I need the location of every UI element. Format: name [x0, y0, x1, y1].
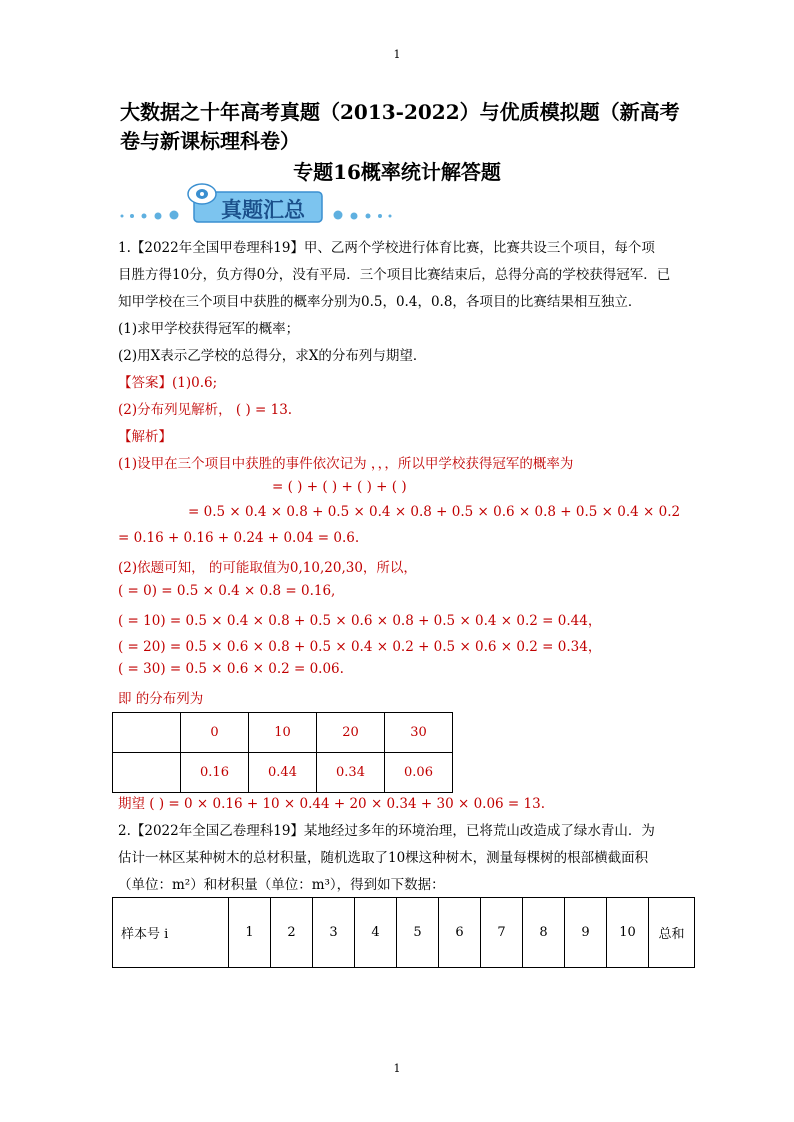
analysis1: (1)设甲在三个项目中获胜的事件依次记为 ，，，所以甲学校获得冠军的概率为: [118, 456, 574, 472]
table-cell: 样本号 i: [113, 898, 229, 968]
table-cell: 30: [385, 713, 453, 753]
table-cell: 0: [181, 713, 249, 753]
table-cell: 20: [317, 713, 385, 753]
equation-2: = 0.5 × 0.4 × 0.8 + 0.5 × 0.4 × 0.8 + 0.5 × 0.6 × 0.8 + 0.5 × 0.4 × 0.2: [188, 504, 681, 520]
table-cell: 0.44: [249, 753, 317, 793]
table-row: [113, 713, 453, 753]
q2-line2: 估计一林区某种树木的总材积量，随机选取了10棵这种树木，测量每棵树的根部横截面积: [118, 850, 649, 866]
sample-table: [112, 897, 695, 968]
table-cell: 2: [271, 898, 313, 968]
table-cell: 3: [313, 898, 355, 968]
table-cell: 10: [249, 713, 317, 753]
table-cell: 总和: [649, 898, 695, 968]
answer-line1: [118, 371, 217, 391]
page-title: 大数据之十年高考真题（2013-2022）与优质模拟题（新高考卷与新课标理科卷）: [120, 100, 680, 153]
q2-line3: （单位：m²）和材积量（单位：m³），得到如下数据：: [118, 877, 445, 893]
equation-1: = ( ) + ( ) + ( ) + ( ): [272, 479, 407, 495]
q1-line3: 知甲学校在三个项目中获胜的概率分别为0.5，0.4，0.8，各项目的比赛结果相互独立．: [118, 294, 642, 310]
page-number-bottom: 1: [393, 1062, 401, 1075]
dist-intro: 即 的分布列为: [118, 691, 204, 707]
table-cell: 1: [229, 898, 271, 968]
answer-label: 【答案】: [118, 375, 172, 391]
table-cell: [113, 713, 181, 753]
distribution-table: [112, 712, 453, 793]
banner-text: 真题汇总: [221, 198, 305, 222]
prob-x20: ( = 20) = 0.5 × 0.6 × 0.8 + 0.5 × 0.4 × 0.2 + 0.5 × 0.6 × 0.2 = 0.34，: [118, 639, 602, 655]
analysis-label: 【解析】: [118, 429, 172, 445]
table-row: [113, 898, 695, 968]
table-cell: 10: [607, 898, 649, 968]
table-cell: 0.34: [317, 753, 385, 793]
table-cell: 8: [523, 898, 565, 968]
q1-part1: (1)求甲学校获得冠军的概率；: [118, 321, 300, 337]
table-row: [113, 753, 453, 793]
table-cell: 0.16: [181, 753, 249, 793]
table-cell: 6: [439, 898, 481, 968]
q1-part2: (2)用X表示乙学校的总得分，求X的分布列与期望．: [118, 348, 427, 364]
page-subtitle: 专题16概率统计解答题: [293, 160, 501, 184]
prob-x30: ( = 30) = 0.5 × 0.6 × 0.2 = 0.06.: [118, 661, 344, 677]
q2-line1: 2.【2022年全国乙卷理科19】某地经过多年的环境治理，已将荒山改造成了绿水青山．为: [118, 823, 655, 839]
analysis2: (2)依题可知， 的可能取值为0,10,20,30，所以，: [118, 560, 417, 576]
prob-x10: ( = 10) = 0.5 × 0.4 × 0.8 + 0.5 × 0.6 × 0.8 + 0.5 × 0.4 × 0.2 = 0.44，: [118, 613, 602, 629]
equation-3: = 0.16 + 0.16 + 0.24 + 0.04 = 0.6.: [118, 530, 360, 546]
table-cell: 0.06: [385, 753, 453, 793]
q1-line1: 1.【2022年全国甲卷理科19】甲、乙两个学校进行体育比赛，比赛共设三个项目，每个项: [118, 240, 655, 256]
table-cell: 9: [565, 898, 607, 968]
table-cell: 5: [397, 898, 439, 968]
table-cell: 7: [481, 898, 523, 968]
section-banner: [116, 180, 396, 224]
answer2: (2)分布列见解析， ( ) = 13.: [118, 402, 293, 418]
q1-line2: 目胜方得10分，负方得0分，没有平局．三个项目比赛结束后，总得分高的学校获得冠军．已: [118, 267, 671, 283]
page-number-top: 1: [393, 48, 401, 61]
expectation: 期望 ( ) = 0 × 0.16 + 10 × 0.44 + 20 × 0.34 + 30 × 0.06 = 13.: [118, 796, 545, 812]
table-cell: [113, 753, 181, 793]
prob-x0: ( = 0) = 0.5 × 0.4 × 0.8 = 0.16,: [118, 583, 336, 599]
table-cell: 4: [355, 898, 397, 968]
answer1: (1)0.6;: [172, 375, 218, 391]
